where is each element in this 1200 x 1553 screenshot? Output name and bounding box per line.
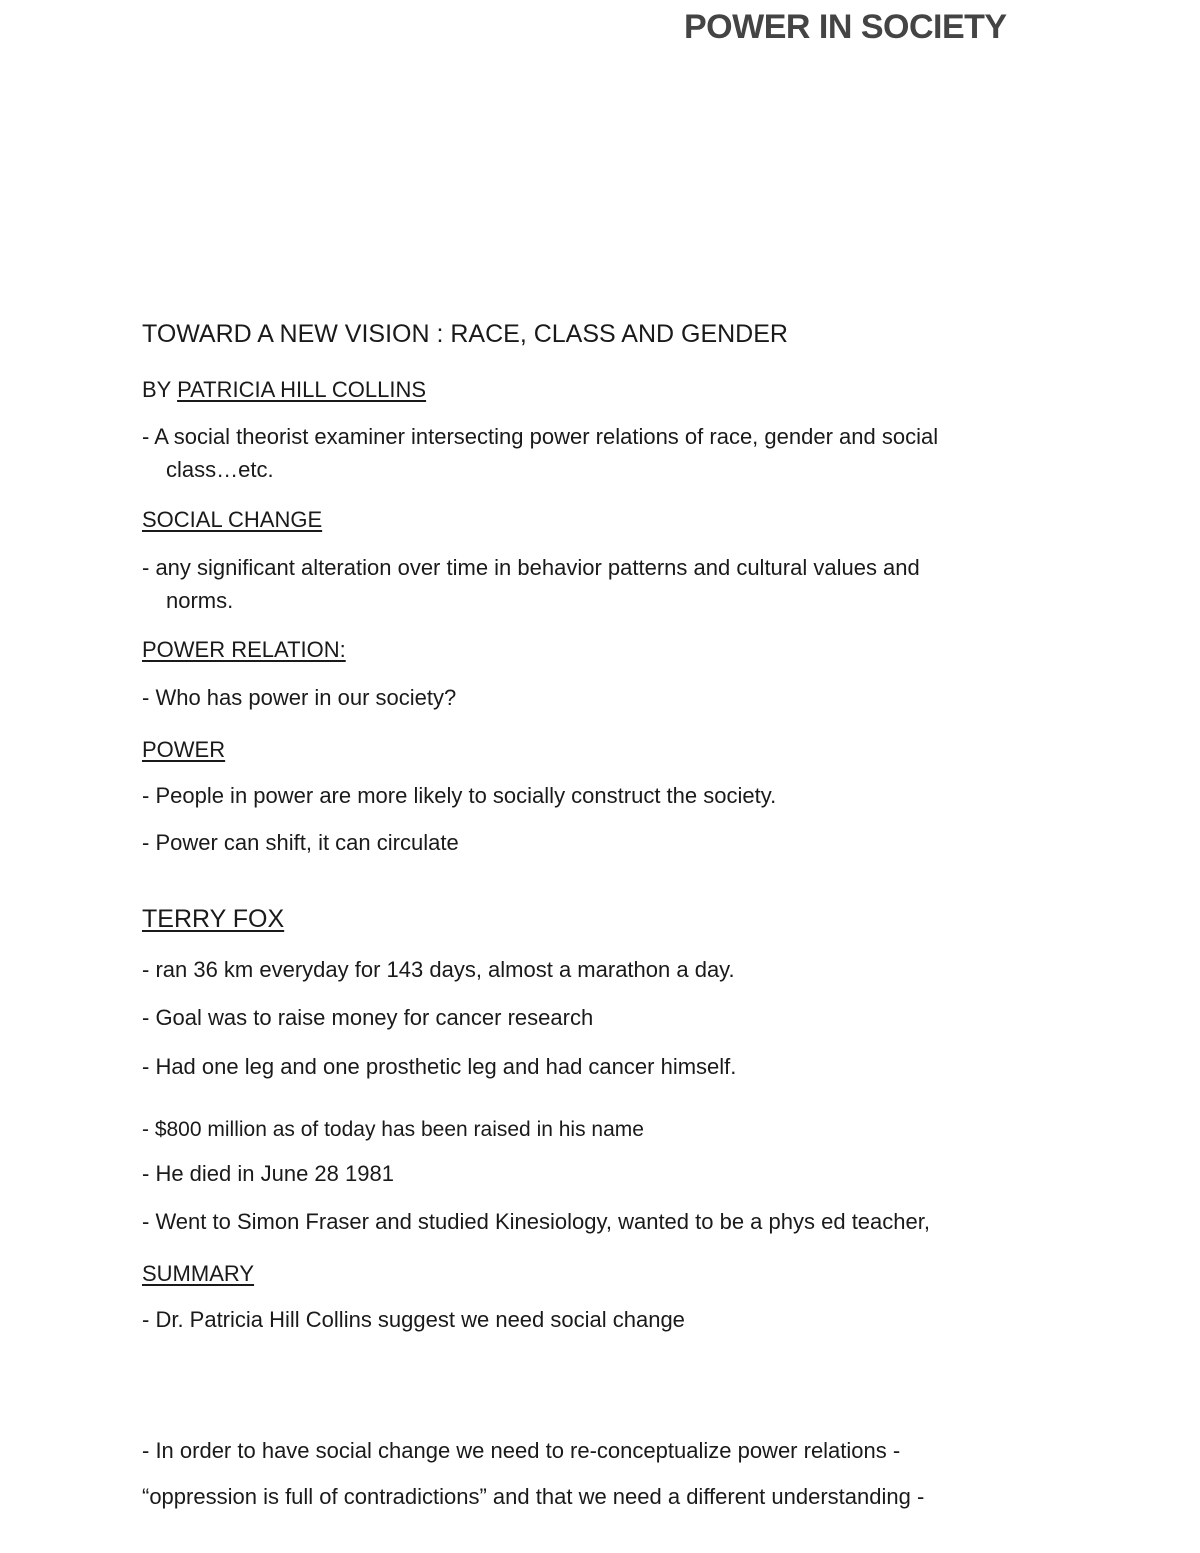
- power-relation-bullet: - Who has power in our society?: [142, 685, 457, 710]
- terry-fox-bullet-2: - Goal was to raise money for cancer research: [142, 1005, 594, 1030]
- page-header-title: POWER IN SOCIETY: [684, 8, 1007, 46]
- terry-fox-bullet-5: - He died in June 28 1981: [142, 1161, 394, 1186]
- power-bullet-2: - Power can shift, it can circulate: [142, 830, 459, 855]
- author-name: PATRICIA HILL COLLINS: [177, 377, 427, 402]
- power-bullet-1: - People in power are more likely to socially construct the society.: [142, 783, 777, 808]
- power-heading: POWER: [142, 737, 226, 762]
- byline: [142, 374, 426, 406]
- terry-fox-heading: TERRY FOX: [142, 905, 285, 933]
- author-note-line2: class…etc.: [166, 457, 274, 482]
- power-relation-heading: POWER RELATION:: [142, 637, 346, 662]
- terry-fox-bullet-4: - $800 million as of today has been raised in his name: [142, 1118, 644, 1141]
- summary-bullet-1: - Dr. Patricia Hill Collins suggest we need social change: [142, 1307, 685, 1332]
- terry-fox-bullet-1: - ran 36 km everyday for 143 days, almost a marathon a day.: [142, 957, 735, 982]
- terry-fox-bullet-6: - Went to Simon Fraser and studied Kinesiology, wanted to be a phys ed teacher,: [142, 1209, 930, 1234]
- social-change-def-line1: - any significant alteration over time in behavior patterns and cultural values and: [142, 555, 920, 580]
- summary-bullet-2: - In order to have social change we need to re-conceptualize power relations -: [142, 1438, 901, 1463]
- social-change-def-line2: norms.: [166, 588, 234, 613]
- summary-bullet-3: “oppression is full of contradictions” and that we need a different understanding -: [142, 1484, 925, 1509]
- social-change-heading: SOCIAL CHANGE: [142, 507, 323, 532]
- document-title: TOWARD A NEW VISION : RACE, CLASS AND GENDER: [142, 320, 788, 348]
- byline-prefix: BY: [142, 377, 178, 402]
- terry-fox-bullet-3: - Had one leg and one prosthetic leg and had cancer himself.: [142, 1054, 737, 1079]
- summary-heading: SUMMARY: [142, 1261, 255, 1286]
- author-note-line1: - A social theorist examiner intersecting power relations of race, gender and social: [142, 424, 939, 449]
